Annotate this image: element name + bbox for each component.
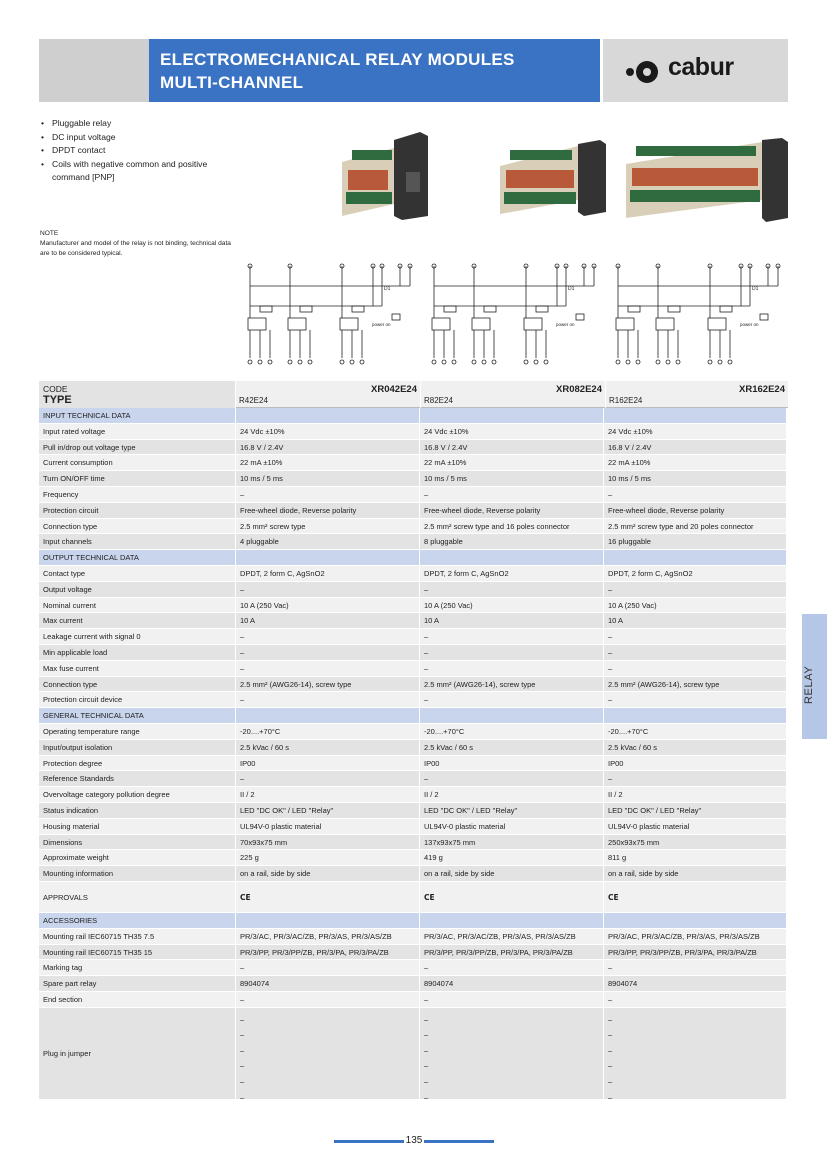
cell-value: 24 Vdc ±10% [603, 424, 786, 439]
ce-mark-icon: CE [419, 882, 603, 912]
title-line-1: ELECTROMECHANICAL RELAY MODULES [160, 50, 515, 69]
product-type: R162E24 [609, 396, 643, 405]
table-row [39, 771, 788, 787]
cell-value: 2.5 kVac / 60 s [235, 740, 419, 755]
cell-value: – [419, 992, 603, 1007]
row-label: Max fuse current [39, 661, 235, 676]
cell-value: 10 ms / 5 ms [603, 471, 786, 486]
feature-item: • DPDT contact [40, 144, 240, 158]
cell-value: – [419, 661, 603, 676]
row-label: Reference Standards [39, 771, 235, 786]
row-label: Protection circuit [39, 503, 235, 518]
cell-value: 22 mA ±10% [235, 455, 419, 470]
row-label: Housing material [39, 819, 235, 834]
row-label: Mounting rail IEC60715 TH35 15 [39, 945, 235, 960]
product-column-header [605, 381, 788, 408]
table-row [39, 645, 788, 661]
cell-value: – [419, 960, 603, 975]
row-label: Input rated voltage [39, 424, 235, 439]
product-photo-4ch [332, 132, 432, 220]
cell-value: on a rail, side by side [603, 866, 786, 881]
side-tab-label: RELAY [803, 665, 815, 704]
row-label: Leakage current with signal 0 [39, 629, 235, 644]
power-on-label: power on [556, 322, 575, 327]
cell-value [235, 913, 419, 928]
row-label: Nominal current [39, 598, 235, 613]
table-row [39, 992, 788, 1008]
row-label: Dimensions [39, 835, 235, 850]
cell-value: – [603, 582, 786, 597]
cell-value: DPDT, 2 form C, AgSnO2 [235, 566, 419, 581]
row-label: GENERAL TECHNICAL DATA [39, 708, 235, 723]
cell-value: IP00 [235, 756, 419, 771]
cell-value: – [235, 645, 419, 660]
diode-label: D1 [384, 286, 391, 292]
table-row [39, 866, 788, 882]
cell-value: – – – – – – [419, 1008, 603, 1099]
cell-value: IP00 [603, 756, 786, 771]
cell-value: 8904074 [419, 976, 603, 991]
table-row [39, 661, 788, 677]
table-row [39, 787, 788, 803]
cell-value: – [235, 960, 419, 975]
table-row [39, 945, 788, 961]
cell-value [603, 708, 786, 723]
product-type: R82E24 [424, 396, 453, 405]
feature-list [40, 117, 240, 185]
cell-value: Free-wheel diode, Reverse polarity [419, 503, 603, 518]
table-row [39, 455, 788, 471]
cell-value: – [603, 771, 786, 786]
cell-value: – [235, 692, 419, 707]
cell-value: – – – – – – [603, 1008, 786, 1099]
cell-value: II / 2 [603, 787, 786, 802]
cell-value: – [419, 645, 603, 660]
cell-value: 2.5 mm² screw type and 20 poles connector [603, 519, 786, 534]
product-code: XR082E24 [556, 384, 602, 395]
cell-value: 2.5 mm² screw type [235, 519, 419, 534]
cell-value: – [419, 771, 603, 786]
cell-value: – [235, 487, 419, 502]
code-label: CODE [43, 384, 68, 394]
row-label: Pull in/drop out voltage type [39, 440, 235, 455]
wiring-diagram-16ch [608, 258, 786, 376]
cell-value: 10 A [419, 613, 603, 628]
table-row [39, 850, 788, 866]
spec-table [39, 381, 788, 1100]
cell-value: II / 2 [419, 787, 603, 802]
cell-value: 10 A (250 Vac) [603, 598, 786, 613]
table-row [39, 613, 788, 629]
cell-value: – [419, 692, 603, 707]
logo-text: cabur [668, 53, 734, 81]
cell-value: – [235, 771, 419, 786]
cell-value: – [235, 629, 419, 644]
page-title [149, 39, 600, 102]
cell-value: UL94V-0 plastic material [235, 819, 419, 834]
cabur-logo-icon [625, 60, 665, 84]
cell-value: – [235, 992, 419, 1007]
cell-value: 10 ms / 5 ms [419, 471, 603, 486]
cell-value: -20....+70°C [603, 724, 786, 739]
row-label: INPUT TECHNICAL DATA [39, 408, 235, 423]
cell-value: Free-wheel diode, Reverse polarity [235, 503, 419, 518]
row-label: Mounting information [39, 866, 235, 881]
note-block [40, 229, 240, 259]
cell-value [603, 408, 786, 423]
table-row [39, 566, 788, 582]
row-label: OUTPUT TECHNICAL DATA [39, 550, 235, 565]
cell-value: PR/3/PP, PR/3/PP/ZB, PR/3/PA, PR/3/PA/ZB [603, 945, 786, 960]
section-header-row [39, 550, 788, 566]
cell-value: – – – – – – [235, 1008, 419, 1099]
row-label: Spare part relay [39, 976, 235, 991]
table-row [39, 976, 788, 992]
row-label: Status indication [39, 803, 235, 818]
feature-item: • Pluggable relay [40, 117, 240, 131]
cell-value: – [419, 629, 603, 644]
table-row [39, 519, 788, 535]
cell-value [419, 550, 603, 565]
cell-value: 16.8 V / 2.4V [419, 440, 603, 455]
cell-value: PR/3/AC, PR/3/AC/ZB, PR/3/AS, PR/3/AS/ZB [419, 929, 603, 944]
row-label: Min applicable load [39, 645, 235, 660]
cell-value: – [419, 487, 603, 502]
cell-value: 250x93x75 mm [603, 835, 786, 850]
row-label: APPROVALS [39, 882, 235, 912]
row-label: Contact type [39, 566, 235, 581]
cell-value: PR/3/AC, PR/3/AC/ZB, PR/3/AS, PR/3/AS/ZB [603, 929, 786, 944]
diode-label: D1 [568, 286, 575, 292]
table-row [39, 534, 788, 550]
cell-value: 811 g [603, 850, 786, 865]
row-label: Turn ON/OFF time [39, 471, 235, 486]
cell-value: 24 Vdc ±10% [419, 424, 603, 439]
cell-value: – [235, 661, 419, 676]
cell-value: 2.5 kVac / 60 s [603, 740, 786, 755]
ce-mark-icon: CE [235, 882, 419, 912]
page-number: 135 [405, 1135, 423, 1146]
section-header-row [39, 913, 788, 929]
cell-value: – [419, 582, 603, 597]
cell-value: 4 pluggable [235, 534, 419, 549]
cell-value: 2.5 mm² (AWG26-14), screw type [235, 677, 419, 692]
table-header [39, 381, 788, 408]
cell-value: 2.5 mm² (AWG26-14), screw type [603, 677, 786, 692]
row-label: Mounting rail IEC60715 TH35 7.5 [39, 929, 235, 944]
cell-value [603, 913, 786, 928]
note-title: NOTE [40, 230, 59, 237]
product-type: R42E24 [239, 396, 268, 405]
section-header-row [39, 408, 788, 424]
cell-value: – [603, 692, 786, 707]
cell-value: DPDT, 2 form C, AgSnO2 [419, 566, 603, 581]
cell-value: -20....+70°C [419, 724, 603, 739]
cell-value: 16.8 V / 2.4V [235, 440, 419, 455]
row-label: Marking tag [39, 960, 235, 975]
cell-value: UL94V-0 plastic material [419, 819, 603, 834]
diode-label: D1 [752, 286, 759, 292]
cell-value [235, 550, 419, 565]
ce-mark-icon: CE [603, 882, 786, 912]
row-label: Connection type [39, 519, 235, 534]
cell-value: UL94V-0 plastic material [603, 819, 786, 834]
cell-value: 70x93x75 mm [235, 835, 419, 850]
cell-value: DPDT, 2 form C, AgSnO2 [603, 566, 786, 581]
product-column-header [235, 381, 420, 408]
cell-value [419, 408, 603, 423]
cell-value: 10 A (250 Vac) [419, 598, 603, 613]
row-label: Input/output isolation [39, 740, 235, 755]
cell-value: -20....+70°C [235, 724, 419, 739]
table-row [39, 1008, 788, 1100]
cell-value [419, 708, 603, 723]
cell-value: IP00 [419, 756, 603, 771]
row-label: Overvoltage category pollution degree [39, 787, 235, 802]
cell-value: – [603, 629, 786, 644]
footer-rule-right [424, 1140, 494, 1143]
row-label: End section [39, 992, 235, 1007]
cell-value: – [603, 960, 786, 975]
table-row [39, 471, 788, 487]
cell-value: – [603, 645, 786, 660]
table-row [39, 582, 788, 598]
table-row [39, 724, 788, 740]
cell-value: Free-wheel diode, Reverse polarity [603, 503, 786, 518]
row-label: Approximate weight [39, 850, 235, 865]
row-label: Frequency [39, 487, 235, 502]
row-label: Protection degree [39, 756, 235, 771]
note-text: Manufacturer and model of the relay is not binding, technical data are to be considered typical. [40, 240, 231, 257]
row-label: Operating temperature range [39, 724, 235, 739]
wiring-diagram-4ch [240, 258, 418, 376]
cell-value: 16 pluggable [603, 534, 786, 549]
cell-value: 8904074 [235, 976, 419, 991]
code-type-cell [39, 381, 235, 408]
row-label: Connection type [39, 677, 235, 692]
cell-value: LED "DC OK" / LED "Relay" [419, 803, 603, 818]
cell-value: 10 A (250 Vac) [235, 598, 419, 613]
row-label: Max current [39, 613, 235, 628]
cell-value: on a rail, side by side [235, 866, 419, 881]
product-code: XR042E24 [371, 384, 417, 395]
table-row [39, 929, 788, 945]
cell-value: 8 pluggable [419, 534, 603, 549]
cell-value: 137x93x75 mm [419, 835, 603, 850]
cell-value [235, 708, 419, 723]
row-label: ACCESSORIES [39, 913, 235, 928]
title-line-2: MULTI-CHANNEL [160, 73, 304, 92]
row-label: Input channels [39, 534, 235, 549]
cell-value: PR/3/AC, PR/3/AC/ZB, PR/3/AS, PR/3/AS/ZB [235, 929, 419, 944]
row-label: Current consumption [39, 455, 235, 470]
cell-value: 10 A [235, 613, 419, 628]
cell-value: – [603, 661, 786, 676]
cell-value [603, 550, 786, 565]
table-row [39, 598, 788, 614]
table-row [39, 503, 788, 519]
cell-value [419, 913, 603, 928]
table-row [39, 440, 788, 456]
cell-value: 419 g [419, 850, 603, 865]
table-row [39, 960, 788, 976]
row-label: Plug in jumper [39, 1008, 235, 1099]
table-row [39, 819, 788, 835]
cell-value: 8904074 [603, 976, 786, 991]
product-photo-16ch [624, 138, 790, 224]
product-column-header [420, 381, 605, 408]
table-row [39, 835, 788, 851]
cell-value: 2.5 kVac / 60 s [419, 740, 603, 755]
product-photo-8ch [496, 140, 608, 218]
section-header-row [39, 708, 788, 724]
cell-value: 24 Vdc ±10% [235, 424, 419, 439]
cell-value: 2.5 mm² screw type and 16 poles connector [419, 519, 603, 534]
table-row [39, 692, 788, 708]
cell-value: PR/3/PP, PR/3/PP/ZB, PR/3/PA, PR/3/PA/ZB [235, 945, 419, 960]
cell-value [235, 408, 419, 423]
table-row [39, 424, 788, 440]
table-body [39, 408, 788, 1100]
row-label: Protection circuit device [39, 692, 235, 707]
table-row [39, 882, 788, 913]
table-row [39, 677, 788, 693]
header-grey-block [39, 39, 149, 102]
wiring-diagram-8ch [424, 258, 602, 376]
feature-item: • Coils with negative common and positive command [PNP] [40, 158, 240, 185]
cell-value: 2.5 mm² (AWG26-14), screw type [419, 677, 603, 692]
cell-value: LED "DC OK" / LED "Relay" [603, 803, 786, 818]
cell-value: 22 mA ±10% [419, 455, 603, 470]
table-row [39, 629, 788, 645]
feature-item: • DC input voltage [40, 131, 240, 145]
cell-value: on a rail, side by side [419, 866, 603, 881]
row-label: Output voltage [39, 582, 235, 597]
cell-value: 225 g [235, 850, 419, 865]
cell-value: 10 A [603, 613, 786, 628]
type-label: TYPE [43, 394, 72, 406]
cell-value: – [603, 992, 786, 1007]
cell-value: II / 2 [235, 787, 419, 802]
table-row [39, 487, 788, 503]
power-on-label: power on [372, 322, 391, 327]
footer-rule-left [334, 1140, 404, 1143]
cell-value: – [235, 582, 419, 597]
table-row [39, 803, 788, 819]
table-row [39, 740, 788, 756]
table-row [39, 756, 788, 772]
cell-value: 22 mA ±10% [603, 455, 786, 470]
cell-value: LED "DC OK" / LED "Relay" [235, 803, 419, 818]
cell-value: – [603, 487, 786, 502]
cell-value: 10 ms / 5 ms [235, 471, 419, 486]
product-code: XR162E24 [739, 384, 785, 395]
cell-value: 16.8 V / 2.4V [603, 440, 786, 455]
cell-value: PR/3/PP, PR/3/PP/ZB, PR/3/PA, PR/3/PA/ZB [419, 945, 603, 960]
power-on-label: power on [740, 322, 759, 327]
